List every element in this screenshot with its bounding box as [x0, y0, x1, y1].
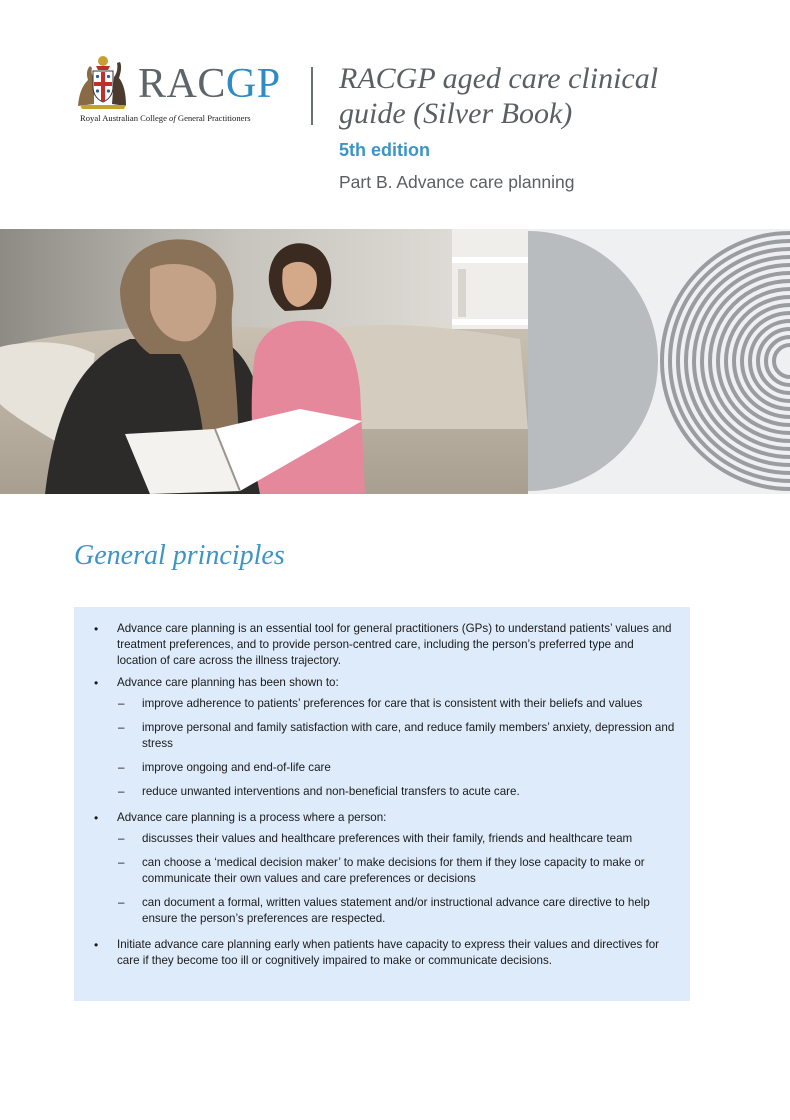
edition-label: 5th edition [339, 140, 430, 160]
sub-list-item: – can choose a ‘medical decision maker’ to make decisions for them if they lose capacity to make or communicate their own values and care preferences or decisions [117, 855, 676, 887]
sub-list [117, 696, 676, 800]
header-divider [311, 67, 313, 125]
document-title: RACGP aged care clinical guide (Silver Book) [339, 62, 659, 130]
sub-list-item: – reduce unwanted interventions and non-beneficial transfers to acute care. [117, 784, 676, 800]
sub-list [117, 831, 676, 927]
sub-list-item: – discusses their values and healthcare preferences with their family, friends and healthcare team [117, 831, 676, 847]
racgp-wordmark: RACGP [138, 61, 281, 107]
section-heading: General principles [74, 540, 285, 571]
part-label: Part B. Advance care planning [339, 172, 575, 192]
principles-list [92, 621, 676, 969]
list-item: • Advance care planning is an essential tool for general practitioners (GPs) to understand patients’ values and treatment preferences, and to provide person-centred care, including the person’s preferred type and location of care across the illness trajectory. [92, 621, 676, 669]
list-item: • Advance care planning is a process where a person: – discusses their values and healthcare preferences with their family, friends and healthcare team – can choose a ‘medical decision maker’ to make decisions for them if they lose capacity to make or communicate their own values and care preferences or decisions – can document a formal, written values statement and/or instructional advance care directive to help ensure the person’s preferences are respected. [92, 810, 676, 927]
hero-banner [0, 229, 790, 494]
coat-of-arms-icon [74, 54, 132, 110]
sub-list-item: – improve adherence to patients’ preferences for care that is consistent with their beliefs and values [117, 696, 676, 712]
sub-list-item: – improve personal and family satisfaction with care, and reduce family members’ anxiety, depression and stress [117, 720, 676, 752]
principles-box [74, 607, 690, 1001]
list-item: • Advance care planning has been shown to: – improve adherence to patients’ preferences for care that is consistent with their beliefs and values – improve personal and family satisfaction with care, and reduce family members’ anxiety, depression and stress – improve ongoing and end-of-life care – reduce unwanted interventions and non-beneficial transfers to acute care. [92, 675, 676, 800]
racgp-logo [74, 54, 286, 126]
list-item: • Initiate advance care planning early when patients have capacity to express their values and directives for care if they become too ill or cognitively impaired to make or communicate decisions. [92, 937, 676, 969]
sub-list-item: – can document a formal, written values statement and/or instructional advance care directive to help ensure the person’s preferences are respected. [117, 895, 676, 927]
concentric-circles-pattern [528, 229, 790, 494]
sub-list-item: – improve ongoing and end-of-life care [117, 760, 676, 776]
photo-grandmother-reading-with-child [0, 229, 528, 494]
college-name: Royal Australian College of General Practitioners [80, 113, 251, 123]
